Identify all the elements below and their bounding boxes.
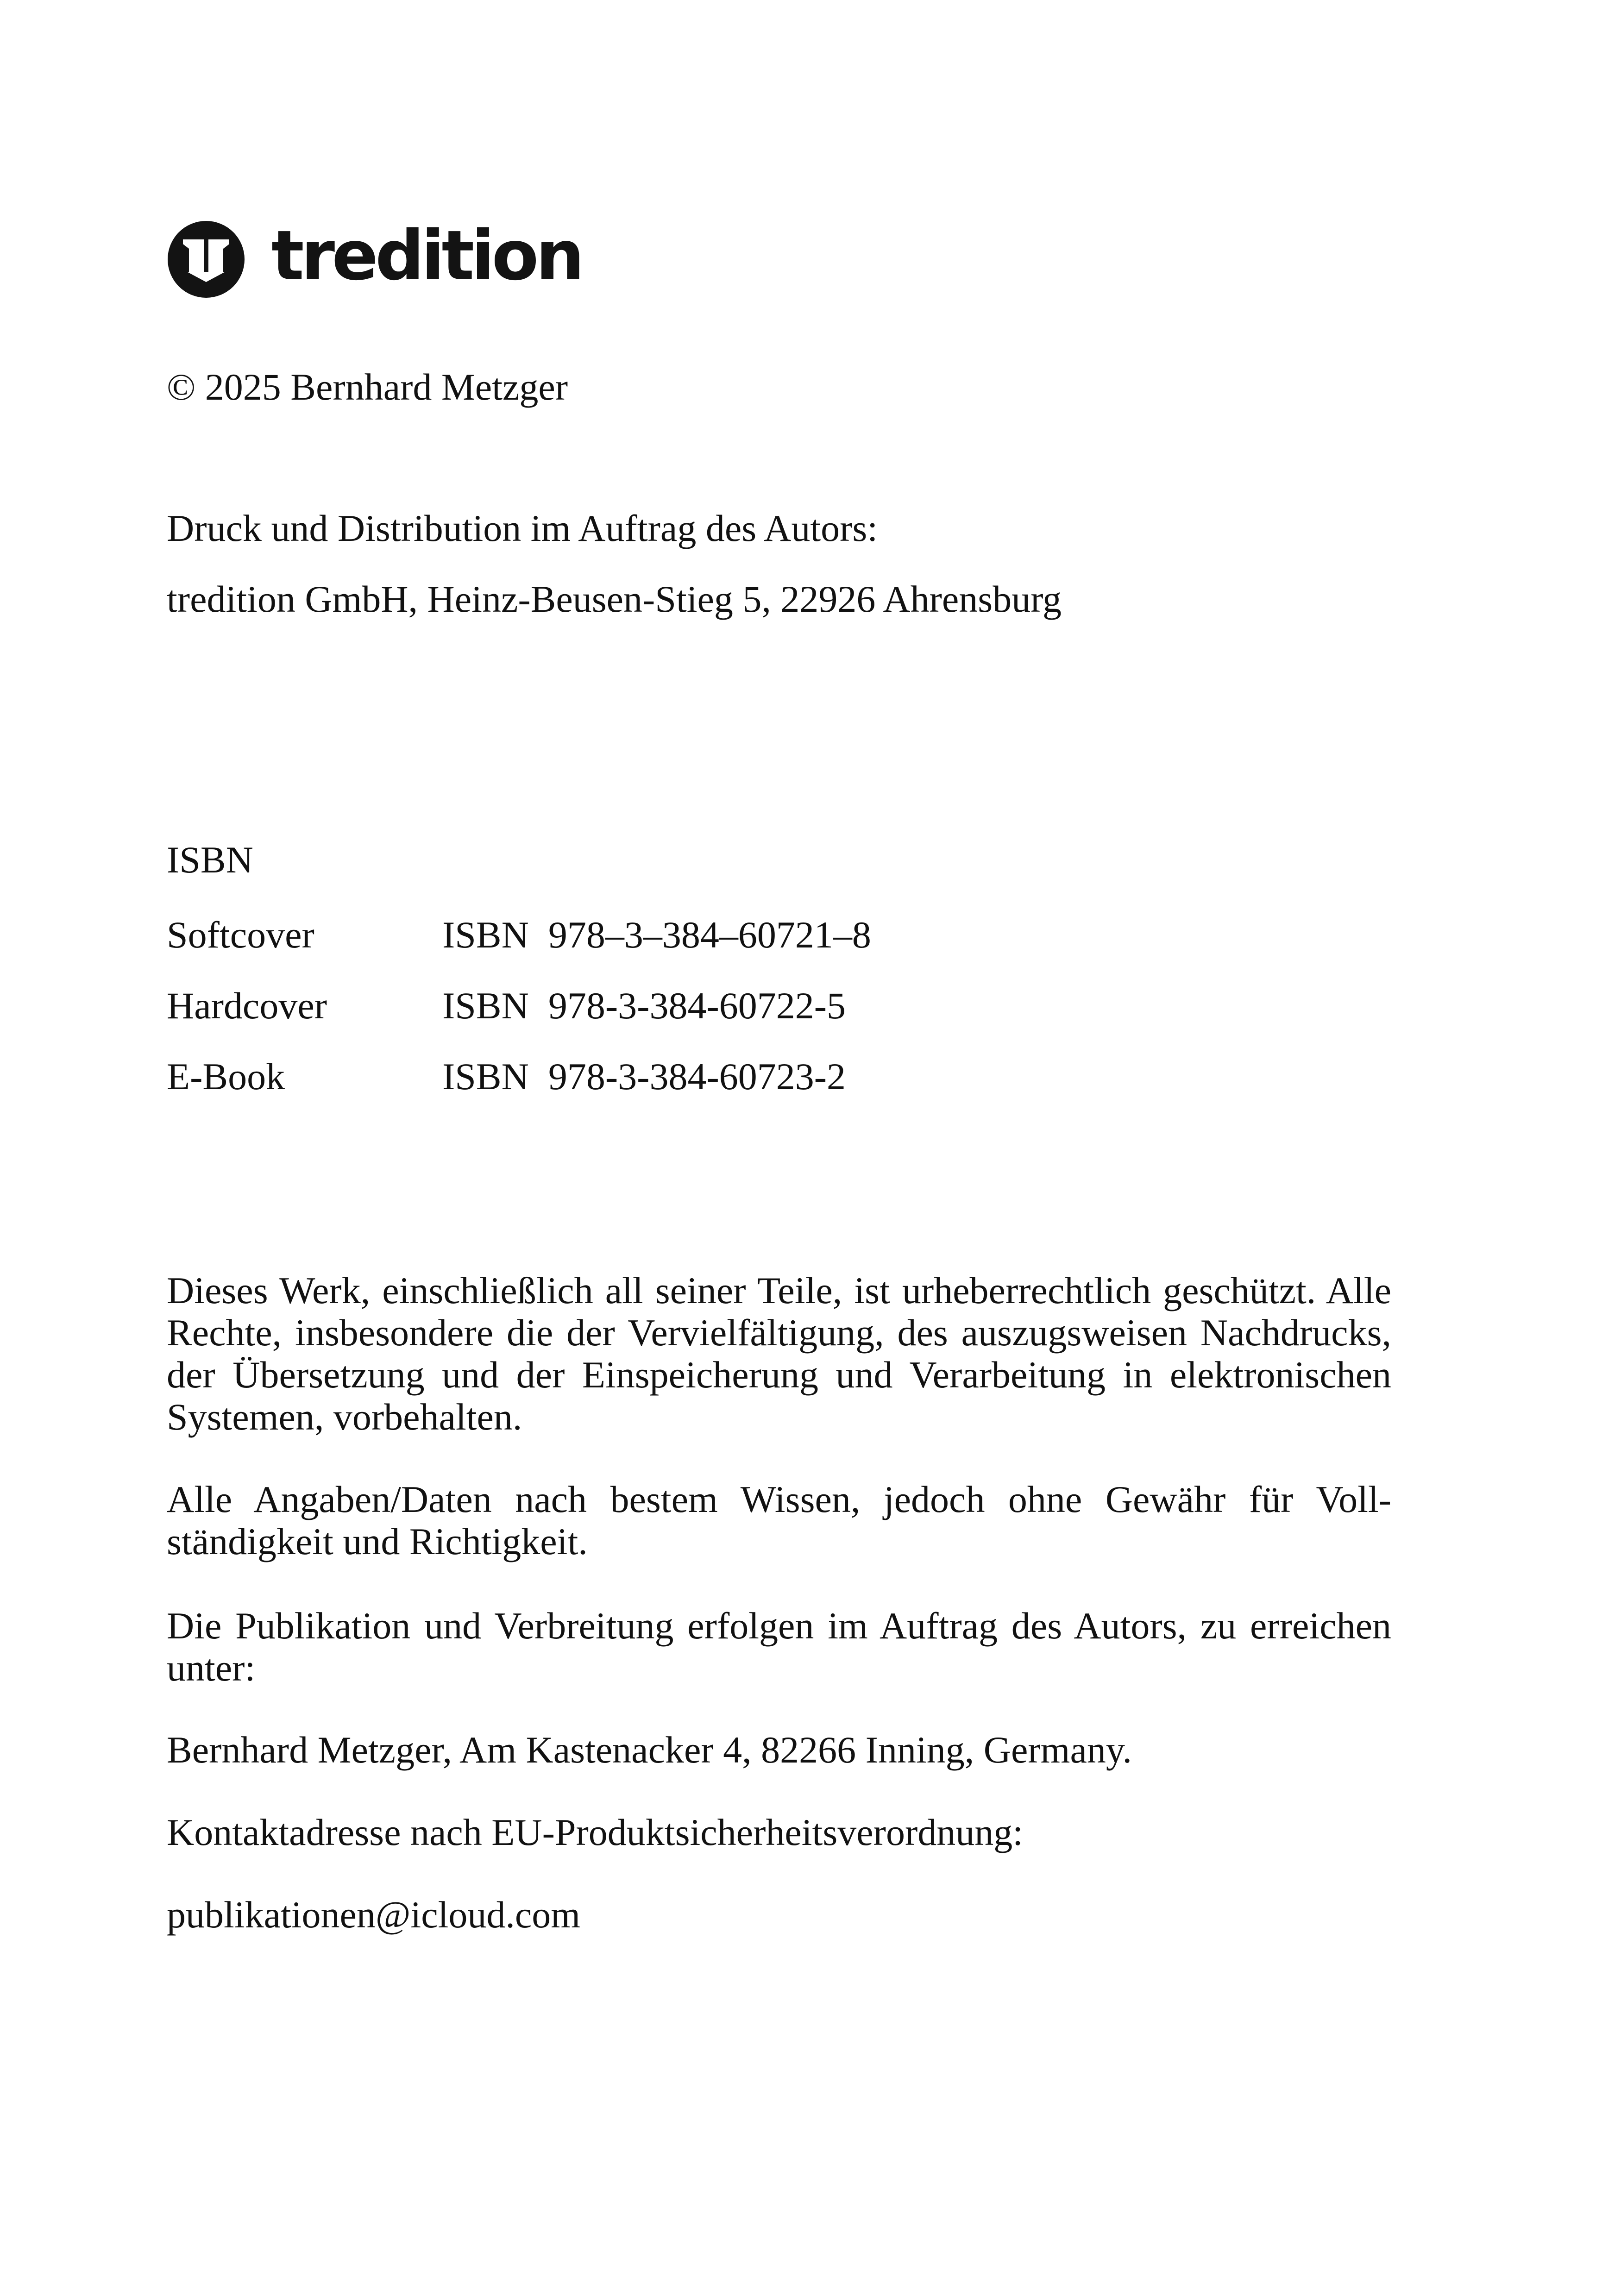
isbn-row-softcover [167,914,1391,956]
contact-email: publikationen@icloud.com [167,1894,581,1936]
isbn-row-hardcover [167,985,1391,1027]
isbn-label: Softcover [167,914,314,956]
isbn-label: Hardcover [167,985,327,1027]
publisher-logo [167,216,1391,299]
distribution-heading: Druck und Distribution im Auftrag des Autors: [167,507,878,549]
copyright-line: © 2025 Bernhard Metzger [167,366,568,408]
tredition-logo-icon [167,220,245,299]
isbn-prefix: ISBN [442,1055,529,1098]
copyright-notice-paragraph: Dieses Werk, einschließlich all seiner Teile, ist urheberrechtlich geschützt. Alle Rechte, insbesondere die der Vervielfältigung, des auszugsweisen Nachdrucks, der Übersetzung und der Einspeicherung und Verarbeitung in elektronischen Systemen, vorbehalten. [167,1269,1391,1438]
isbn-heading: ISBN [167,839,253,881]
author-address-line: Bernhard Metzger, Am Kastenacker 4, 82266 Inning, Germany. [167,1729,1132,1771]
publication-paragraph: Die Publikation und Verbreitung erfolgen im Auftrag des Autors, zu erreichen unter: [167,1605,1391,1689]
publisher-wordmark: tredition [271,216,582,295]
isbn-row-ebook [167,1055,1391,1098]
isbn-number: 978–3–384–60721–8 [548,914,871,956]
distribution-company: tredition GmbH, Heinz-Beusen-Stieg 5, 22926 Ahrensburg [167,578,1062,620]
isbn-prefix: ISBN [442,985,529,1027]
imprint-content [167,216,1391,1936]
isbn-label: E-Book [167,1055,285,1098]
disclaimer-paragraph: Alle Angaben/Daten nach bestem Wissen, jedoch ohne Gewähr für Vollständigkeit und Richtigkeit. [167,1478,1391,1562]
isbn-number: 978-3-384-60722-5 [548,985,846,1027]
isbn-number: 978-3-384-60723-2 [548,1055,846,1098]
contact-heading-line: Kontaktadresse nach EU-Produktsicherheitsverordnung: [167,1811,1024,1853]
isbn-prefix: ISBN [442,914,529,956]
